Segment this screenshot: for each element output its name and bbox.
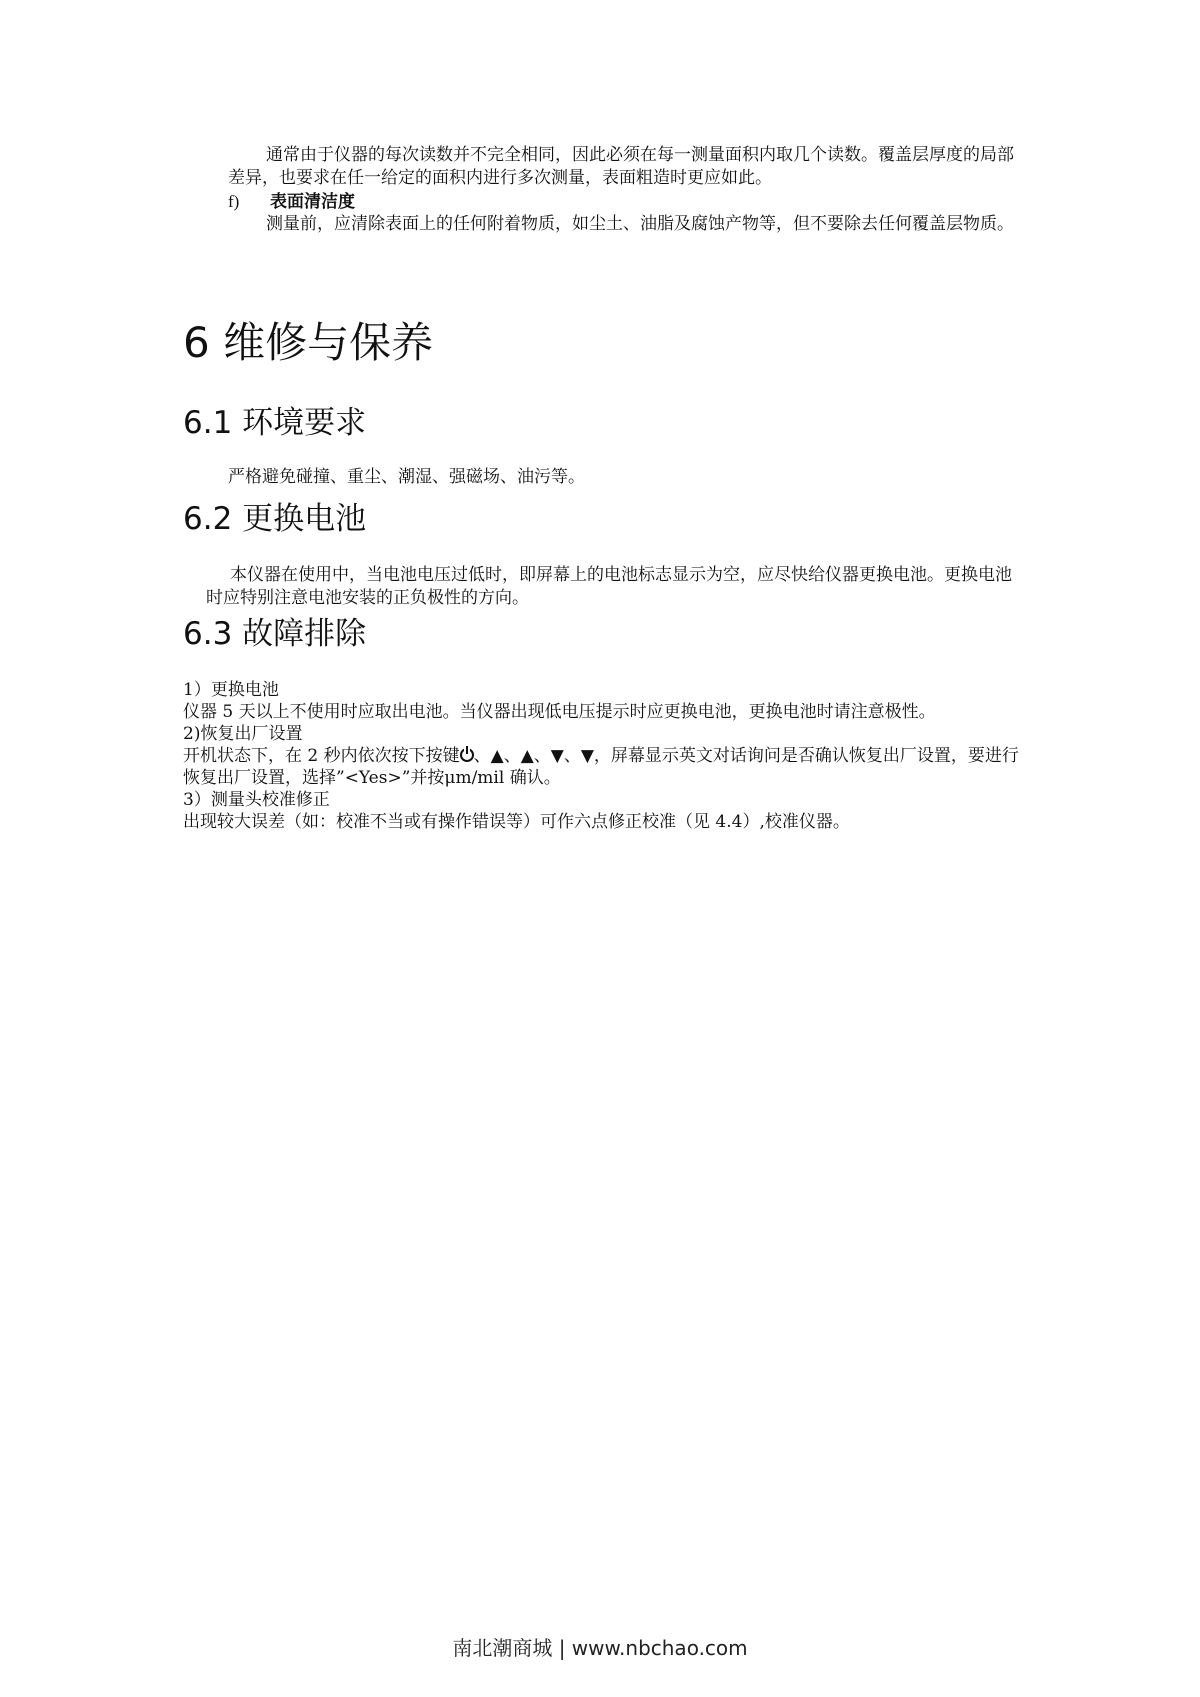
battery-text: 本仪器在使用中，当电池电压过低时，即屏幕上的电池标志显示为空，应尽快给仪器更换电池。更换电池时应特别注意电池安装的正负极性的方向。 [206,565,1012,608]
power-icon [460,748,474,762]
trouble-item-1-title: 1）更换电池 [183,680,279,700]
list-item-letter: f) [228,192,240,211]
list-item-title: 表面清洁度 [270,192,355,212]
trouble-item-2-title: 2)恢复出厂设置 [183,724,303,744]
environment-text: 严格避免碰撞、重尘、潮湿、强磁场、油污等。 [228,467,585,487]
chapter-title: 6 维修与保养 [183,318,434,367]
section-title-environment: 6.1 环境要求 [183,405,367,441]
measurement-note-paragraph: 通常由于仪器的每次读数并不完全相同，因此必须在每一测量面积内取几个读数。覆盖层厚度的局部差异，也要求在任一给定的面积内进行多次测量，表面粗造时更应如此。 [228,145,1014,188]
surface-cleanliness-paragraph: 测量前，应清除表面上的任何附着物质，如尘土、油脂及腐蚀产物等，但不要除去任何覆盖层物质。 [266,214,1014,234]
trouble-item-2-text [183,745,1028,789]
list-item-f [228,190,355,214]
trouble-item-2-text-after: 、▲、▲、▼、▼，屏幕显示英文对话询问是否确认恢复出厂设置，要进行恢复出厂设置，选择”<Yes>”并按μm/mil 确认。 [183,746,1019,788]
section-title-battery: 6.2 更换电池 [183,501,367,537]
trouble-item-2-text-before: 开机状态下，在 2 秒内依次按下按键 [183,746,460,766]
trouble-item-1-text: 仪器 5 天以上不使用时应取出电池。当仪器出现低电压提示时应更换电池，更换电池时请注意极性。 [183,702,936,722]
trouble-item-3-title: 3）测量头校准修正 [183,790,330,810]
footer-watermark: 南北潮商城 | www.nbchao.com [452,1636,748,1660]
troubleshooting-list [183,679,1028,833]
trouble-item-3-text: 出现较大误差（如：校准不当或有操作错误等）可作六点修正校准（见 4.4）,校准仪器。 [183,812,850,832]
section-title-troubleshooting: 6.3 故障排除 [183,616,367,652]
